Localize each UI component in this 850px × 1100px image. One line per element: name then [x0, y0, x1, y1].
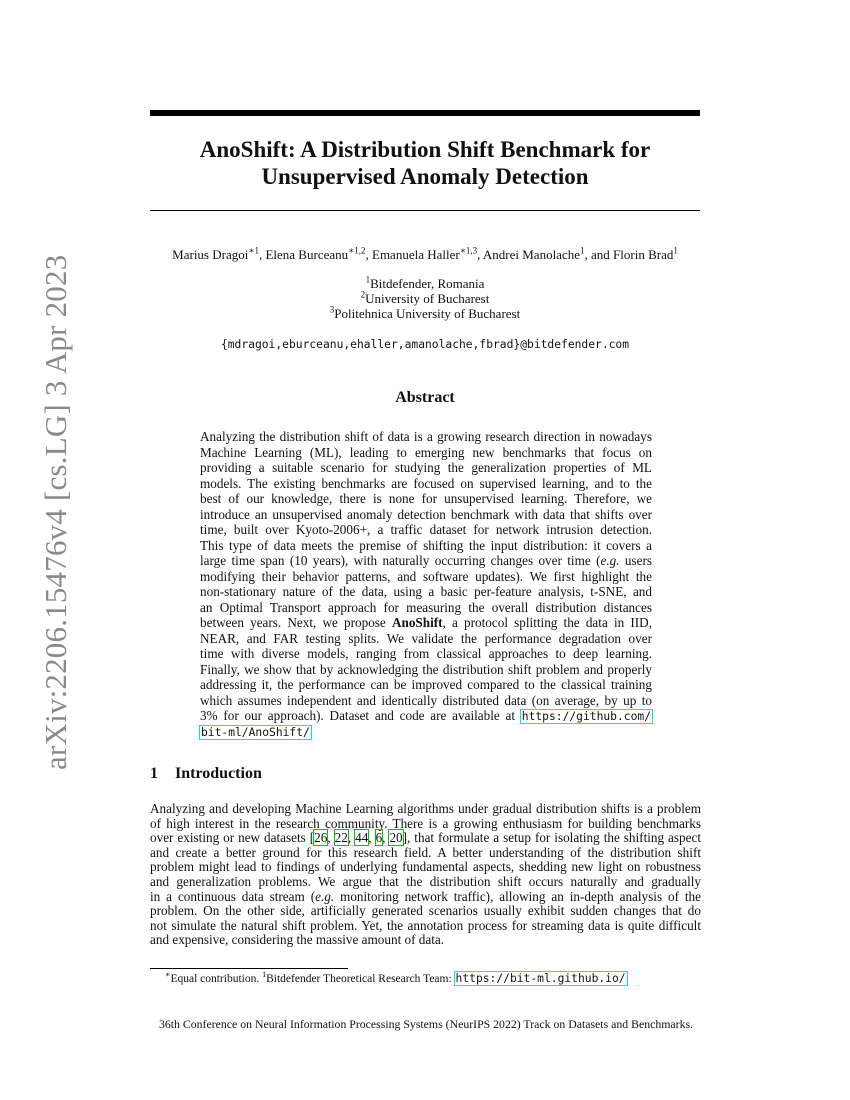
title-line-1: AnoShift: A Distribution Shift Benchmark for: [199, 137, 651, 162]
abstract-line: non-stationary nature of the data, using a basic per-feature analysis, t-SNE, and: [200, 584, 652, 599]
abstract-line: an Optimal Transport approach for measuring the overall distribution distances: [200, 599, 652, 615]
author-separator: ,: [365, 247, 372, 262]
abstract-line: addressing it, the performance can be improved compared to the classical training: [200, 677, 652, 692]
intro-line: and create a better ground for this research field. A better understanding of the distribution shift: [150, 844, 701, 860]
abstract-line: Finally, we show that by acknowledging the distribution shift problem and properly: [200, 661, 652, 677]
intro-line: and generalization problems. We argue that the distribution shift occurs naturally and gradually: [150, 873, 701, 889]
affiliation: [150, 291, 700, 306]
author-separator: ,: [258, 247, 266, 262]
intro-line: over existing or new datasets [26, 22, 44, 6, 20], that formulate a setup for isolating the shifting aspect: [150, 830, 702, 846]
intro-line-text: in a continuous data stream (: [150, 888, 316, 904]
intro-line: not simulate the natural shift problem. Yet, the annotation process for streaming data is quite difficult: [150, 917, 701, 933]
intro-line: of high interest in the research community. There is a growing enthusiasm for building benchmarks: [150, 815, 701, 831]
author-name: Florin Brad: [613, 247, 674, 262]
footnote-mark: ∗: [165, 970, 171, 980]
abstract-heading: Abstract: [395, 389, 455, 406]
intro-line: problem might lead to findings of underlying fundamental aspects, shedding new light on robustness: [150, 859, 701, 875]
affiliation-name: Bitdefender, Romania: [370, 276, 485, 291]
abstract-line: providing a suitable scenario for studying the generalization properties of ML: [200, 460, 652, 475]
section-title: Introduction: [175, 765, 262, 782]
conference-notice: 36th Conference on Neural Information Processing Systems (NeurIPS 2022) Track on Datasets and Benchmarks.: [158, 1017, 694, 1031]
abstract-line: which assumes independent and identically distributed data (on average, by up to: [200, 692, 652, 708]
affiliation-mark: 3: [329, 304, 335, 315]
author-separator: , and: [584, 247, 614, 262]
abstract-line: [200, 553, 652, 569]
citation-link[interactable]: 44: [355, 830, 369, 846]
title-line-2: Unsupervised Anomaly Detection: [261, 164, 589, 189]
abstract-line: best of our knowledge, there is none for unsupervised learning. Therefore, we: [200, 491, 652, 506]
introduction-body: [150, 802, 701, 948]
affiliation: [150, 306, 700, 321]
footnote-mark: 1: [262, 970, 267, 980]
title-top-rule: [150, 110, 700, 116]
abstract-line: models. The existing benchmarks are focused on supervised learning, and to the: [200, 475, 652, 491]
author-affil-mark: ∗1,2: [348, 245, 366, 256]
github-link-continued[interactable]: bit-ml/AnoShift/: [201, 725, 310, 739]
author-affil-mark: 1: [673, 245, 678, 256]
citation-link[interactable]: 20: [389, 830, 403, 846]
abstract-line-text: large time span (10 years), with naturally occurring changes over time (: [200, 553, 601, 568]
team-website-link[interactable]: https://bit-ml.github.io/: [455, 972, 626, 985]
affiliation-list: [150, 276, 700, 321]
abstract-line: Analyzing the distribution shift of data is a growing research direction in nowadays: [200, 429, 652, 444]
abstract-line: time, built over Kyoto-2006+, a traffic dataset for network intrusion detection.: [200, 522, 652, 537]
author-name: Elena Burceanu: [265, 247, 349, 262]
intro-line-text: ], that formulate a setup for isolating the shifting aspect: [402, 830, 702, 846]
abstract-line: time with diverse models, ranging from classical approaches to deep learning.: [200, 646, 652, 661]
abstract-line: modifying their behavior patterns, and software updates). We first highlight the: [200, 568, 652, 584]
affiliation-name: University of Bucharest: [365, 291, 490, 306]
intro-line: and expensive, considering the massive amount of data.: [150, 932, 445, 948]
author-name: Andrei Manolache: [482, 247, 580, 262]
abstract-line: This type of data meets the premise of shifting the input distribution: it covers a: [200, 537, 652, 553]
footnote-text: Equal contribution.: [170, 973, 263, 985]
arxiv-sidebar-stamp: arXiv:2206.15476v4 [cs.LG] 3 Apr 2023: [38, 254, 73, 770]
abstract-line: [200, 724, 652, 740]
author-name: Emanuela Haller: [372, 247, 460, 262]
citation-link[interactable]: 26: [314, 830, 328, 846]
author-list: [120, 246, 730, 264]
intro-line: Analyzing and developing Machine Learning algorithms under gradual distribution shifts is a problem: [150, 801, 701, 816]
abstract-line: Machine Learning (ML), leading to emerging new benchmarks that focus on: [200, 444, 652, 460]
abstract-line-text: users: [619, 553, 652, 568]
intro-line: problem. On the other side, artificially generated scenarios usually exhibit sudden changes that do: [150, 903, 701, 919]
abstract-line: NEAR, and FAR testing splits. We validate the performance degradation over: [200, 630, 652, 646]
intro-line-text: over existing or new datasets [: [150, 830, 315, 846]
footnote-text: Bitdefender Theoretical Research Team:: [266, 973, 455, 985]
abstract-line: [200, 615, 652, 631]
abstract-line-text: between years. Next, we propose: [200, 615, 392, 630]
abstract-line: introduce an unsupervised anomaly detection benchmark with data that shifts over: [200, 506, 652, 522]
footnote: [165, 972, 627, 985]
abstract-italic: e.g.: [600, 553, 620, 568]
affiliation-mark: 2: [360, 289, 366, 300]
github-link[interactable]: https://github.com/: [521, 710, 651, 723]
section-number: 1: [150, 765, 158, 782]
title-bottom-rule: [150, 210, 700, 211]
citation-link[interactable]: 22: [334, 830, 348, 846]
paper-title: [150, 136, 700, 190]
author-affil-mark: ∗1,3: [459, 245, 478, 256]
affiliation-name: Politehnica University of Bucharest: [334, 306, 521, 321]
author-separator: ,: [477, 247, 483, 262]
abstract-line-text: , a protocol splitting the data in IID,: [442, 615, 652, 630]
intro-italic: e.g.: [315, 888, 335, 904]
author-affil-mark: 1: [580, 245, 585, 256]
author-name: Marius Dragoi: [172, 247, 249, 262]
abstract-body: [200, 429, 652, 739]
abstract-line-text: 3% for our approach). Dataset and code are available at: [200, 708, 521, 723]
footnote-rule: [150, 968, 348, 969]
citation-link[interactable]: 6: [375, 830, 383, 846]
intro-line: [150, 890, 701, 905]
abstract-line: [200, 708, 652, 724]
section-heading: [150, 765, 262, 783]
intro-line-text: monitoring network traffic), allowing an in-depth analysis of the: [334, 888, 702, 904]
affiliation-mark: 1: [365, 274, 371, 285]
benchmark-name: AnoShift: [391, 615, 443, 630]
author-emails: {mdragoi,eburceanu,ehaller,amanolache,fbrad}@bitdefender.com: [220, 338, 630, 351]
affiliation: [150, 276, 700, 291]
author-affil-mark: ∗1: [248, 245, 259, 256]
